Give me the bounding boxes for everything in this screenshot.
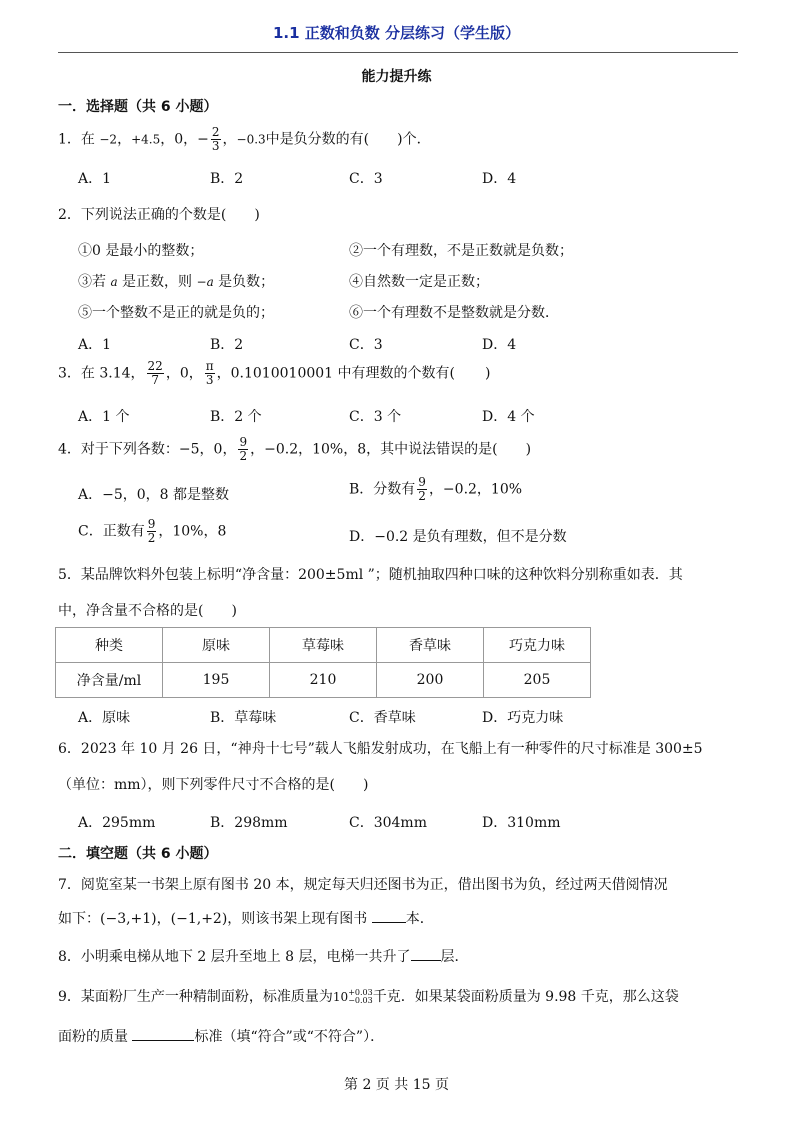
fraction-denominator: 2 (147, 531, 156, 545)
variable: −a (196, 275, 214, 289)
option-a: A．−5，0，8 都是整数 (78, 487, 230, 503)
fraction-denominator: 7 (151, 373, 159, 387)
question-text: ) (484, 365, 491, 382)
document-header-title: 1.1 正数和负数 分层练习（学生版） (272, 24, 521, 42)
fraction-numerator: 9 (239, 435, 248, 449)
option-a: A．1 (78, 171, 112, 187)
option-text: ，−0.2，10% (428, 481, 523, 498)
question-number: 8． (58, 949, 81, 965)
question-text: 在 (80, 131, 100, 148)
question-8 (58, 946, 469, 966)
separator: ，0， (160, 131, 198, 148)
fraction (205, 360, 215, 387)
section-heading-fill: 二．填空题（共 6 小题） (58, 846, 218, 862)
question-text: 本． (405, 911, 434, 927)
option-d: D．4 个 (482, 409, 535, 425)
question-3 (58, 360, 490, 387)
option-c: C．3 (349, 171, 383, 187)
option-b: B．草莓味 (210, 710, 277, 726)
fraction-denominator: 3 (211, 139, 220, 153)
question-1 (58, 126, 431, 153)
number-value: −2 (99, 132, 118, 147)
table-cell: 200 (377, 663, 484, 698)
table-row (56, 663, 591, 698)
option-d: D．巧克力味 (482, 710, 564, 726)
fraction-denominator: 3 (205, 373, 214, 387)
separator: ， (222, 131, 237, 148)
fraction (211, 126, 221, 153)
question-number: 5． (58, 567, 81, 583)
option-a: A．1 个 (78, 409, 130, 425)
option-c: C．3 (349, 337, 383, 353)
fraction-denominator: 2 (418, 489, 426, 503)
fraction-numerator: π (205, 359, 214, 373)
question-2 (58, 204, 260, 224)
table-cell: 210 (270, 663, 377, 698)
fraction-sign: − (197, 131, 209, 148)
answer-blank[interactable] (132, 1026, 194, 1041)
question-number: 6． (58, 741, 81, 757)
question-text: ，0.1010010001 中有理数的个数有( (216, 365, 455, 382)
fraction (417, 476, 427, 503)
fraction-numerator: 22 (147, 359, 163, 373)
question-text: 面粉的质量 (58, 1029, 128, 1045)
fraction-denominator: 2 (239, 449, 248, 463)
question-text: ) (254, 207, 260, 223)
question-text: ，0， (165, 365, 203, 382)
question-text: 千克．如果某袋面粉质量为 9.98 千克，那么这袋 (372, 989, 679, 1005)
option-a: A．1 (78, 337, 112, 353)
question-9-line-2 (58, 1026, 384, 1046)
statement-2: ②一个有理数，不是正数就是负数； (349, 243, 573, 259)
option-d: D．−0.2 是负有理数，但不是分数 (349, 529, 567, 545)
question-7-line-2 (58, 908, 434, 928)
option-c: C．3 个 (349, 409, 402, 425)
section-subtitle: 能力提升练 (361, 69, 432, 85)
question-text: 某品牌饮料外包装上标明“净含量：200±5ml ”；随机抽取四种口味的这种饮料分别称重如表．其 (80, 567, 683, 583)
statement-1: ①0 是最小的整数； (78, 243, 204, 259)
option-c (78, 518, 226, 545)
option-text: C．正数有 (78, 523, 145, 540)
answer-blank[interactable] (411, 946, 441, 961)
page-number: 第 2 页 共 15 页 (344, 1077, 449, 1093)
question-text: 如下：(−3,+1)，(−1,+2)，则该书架上现有图书 (58, 911, 368, 927)
question-5 (58, 564, 683, 584)
question-text: ) (363, 777, 369, 793)
question-text: 层． (440, 949, 469, 965)
question-9 (58, 986, 679, 1006)
question-text: 小明乘电梯从地下 2 层升至地上 8 层，电梯一共升了 (80, 949, 411, 965)
option-b: B．2 (210, 171, 244, 187)
option-b: B．298mm (210, 815, 288, 831)
fraction-numerator: 2 (211, 125, 220, 139)
fraction (147, 360, 164, 387)
option-a: A．原味 (78, 710, 131, 726)
option-c: C．香草味 (349, 710, 416, 726)
option-d: D．310mm (482, 815, 561, 831)
question-6-line-2 (58, 774, 368, 794)
fraction (147, 518, 157, 545)
question-number: 3． (58, 365, 81, 382)
tolerance (348, 989, 373, 1005)
number-value: +4.5 (131, 132, 161, 147)
tolerance-upper: +0.03 (348, 988, 373, 997)
tolerance-lower: −0.03 (348, 996, 373, 1005)
question-text: 中是负分数的有( (265, 131, 370, 148)
option-b: B．2 个 (210, 409, 262, 425)
question-text: ，−0.2，10%，8，其中说法错误的是( (250, 441, 498, 458)
statement-4: ④自然数一定是正数； (349, 274, 489, 290)
question-text: )个． (397, 131, 431, 148)
option-c: C．304mm (349, 815, 427, 831)
question-text: 某面粉厂生产一种精制面粉，标准质量为 (80, 989, 333, 1005)
statement-6: ⑥一个有理数不是整数就是分数． (349, 305, 559, 321)
question-text: 标准（填“符合”或“不符合”）． (194, 1029, 385, 1045)
question-number: 7． (58, 877, 81, 893)
question-5-line-2 (58, 600, 237, 620)
question-text: 对于下列各数： (80, 441, 179, 458)
statement-text: ③若 (78, 274, 111, 290)
table-header-cell: 巧克力味 (484, 628, 591, 663)
option-d: D．4 (482, 337, 517, 353)
table-cell: 195 (163, 663, 270, 698)
table-row-label: 净含量/ml (56, 663, 163, 698)
base-value: 10 (332, 990, 349, 1004)
statement-text: 是正数，则 (117, 274, 197, 290)
question-text: 下列说法正确的个数是( (80, 207, 227, 223)
statement-5: ⑤一个整数不是正的就是负的； (78, 305, 274, 321)
table-cell: 205 (484, 663, 591, 698)
option-b (349, 476, 522, 503)
fraction-numerator: 9 (147, 517, 156, 531)
data-table (55, 627, 591, 698)
question-7 (58, 874, 668, 894)
option-text: ，10%，8 (158, 523, 227, 540)
question-number: 1． (58, 131, 81, 148)
question-number: 2． (58, 207, 81, 223)
table-header-row (56, 628, 591, 663)
section-heading-choice: 一．选择题（共 6 小题） (58, 99, 218, 115)
table-header-cell: 草莓味 (270, 628, 377, 663)
question-text: 在 3.14， (80, 365, 145, 382)
question-6 (58, 738, 703, 758)
question-text: 2023 年 10 月 26 日，“神舟十七号”载人飞船发射成功，在飞船上有一种零件的尺寸标准是 300±5 (80, 741, 703, 757)
question-text: ) (231, 603, 237, 619)
option-a: A．295mm (78, 815, 156, 831)
separator: ， (117, 131, 132, 148)
question-text: 中，净含量不合格的是( (58, 603, 204, 619)
statement-text: 是负数； (213, 274, 275, 290)
option-d: D．4 (482, 171, 517, 187)
question-number: 4． (58, 441, 81, 458)
question-text: 阅览室某一书架上原有图书 20 本，规定每天归还图书为正，借出图书为负，经过两天借阅情况 (80, 877, 668, 893)
variable: a (110, 275, 118, 289)
number-value: −0.3 (236, 132, 266, 147)
option-b: B．2 (210, 337, 244, 353)
header-divider (58, 52, 738, 53)
fraction-numerator: 9 (418, 475, 426, 489)
table-header-cell: 种类 (56, 628, 163, 663)
fraction (238, 436, 248, 463)
question-text: （单位：mm），则下列零件尺寸不合格的是( (58, 777, 336, 793)
option-text: B．分数有 (349, 481, 416, 498)
question-text: ) (525, 441, 532, 458)
question-text: −5，0， (178, 441, 237, 458)
question-4 (58, 436, 531, 463)
table-header-cell: 原味 (163, 628, 270, 663)
table-header-cell: 香草味 (377, 628, 484, 663)
answer-blank[interactable] (372, 908, 406, 923)
statement-3 (78, 271, 274, 291)
question-number: 9． (58, 989, 81, 1005)
